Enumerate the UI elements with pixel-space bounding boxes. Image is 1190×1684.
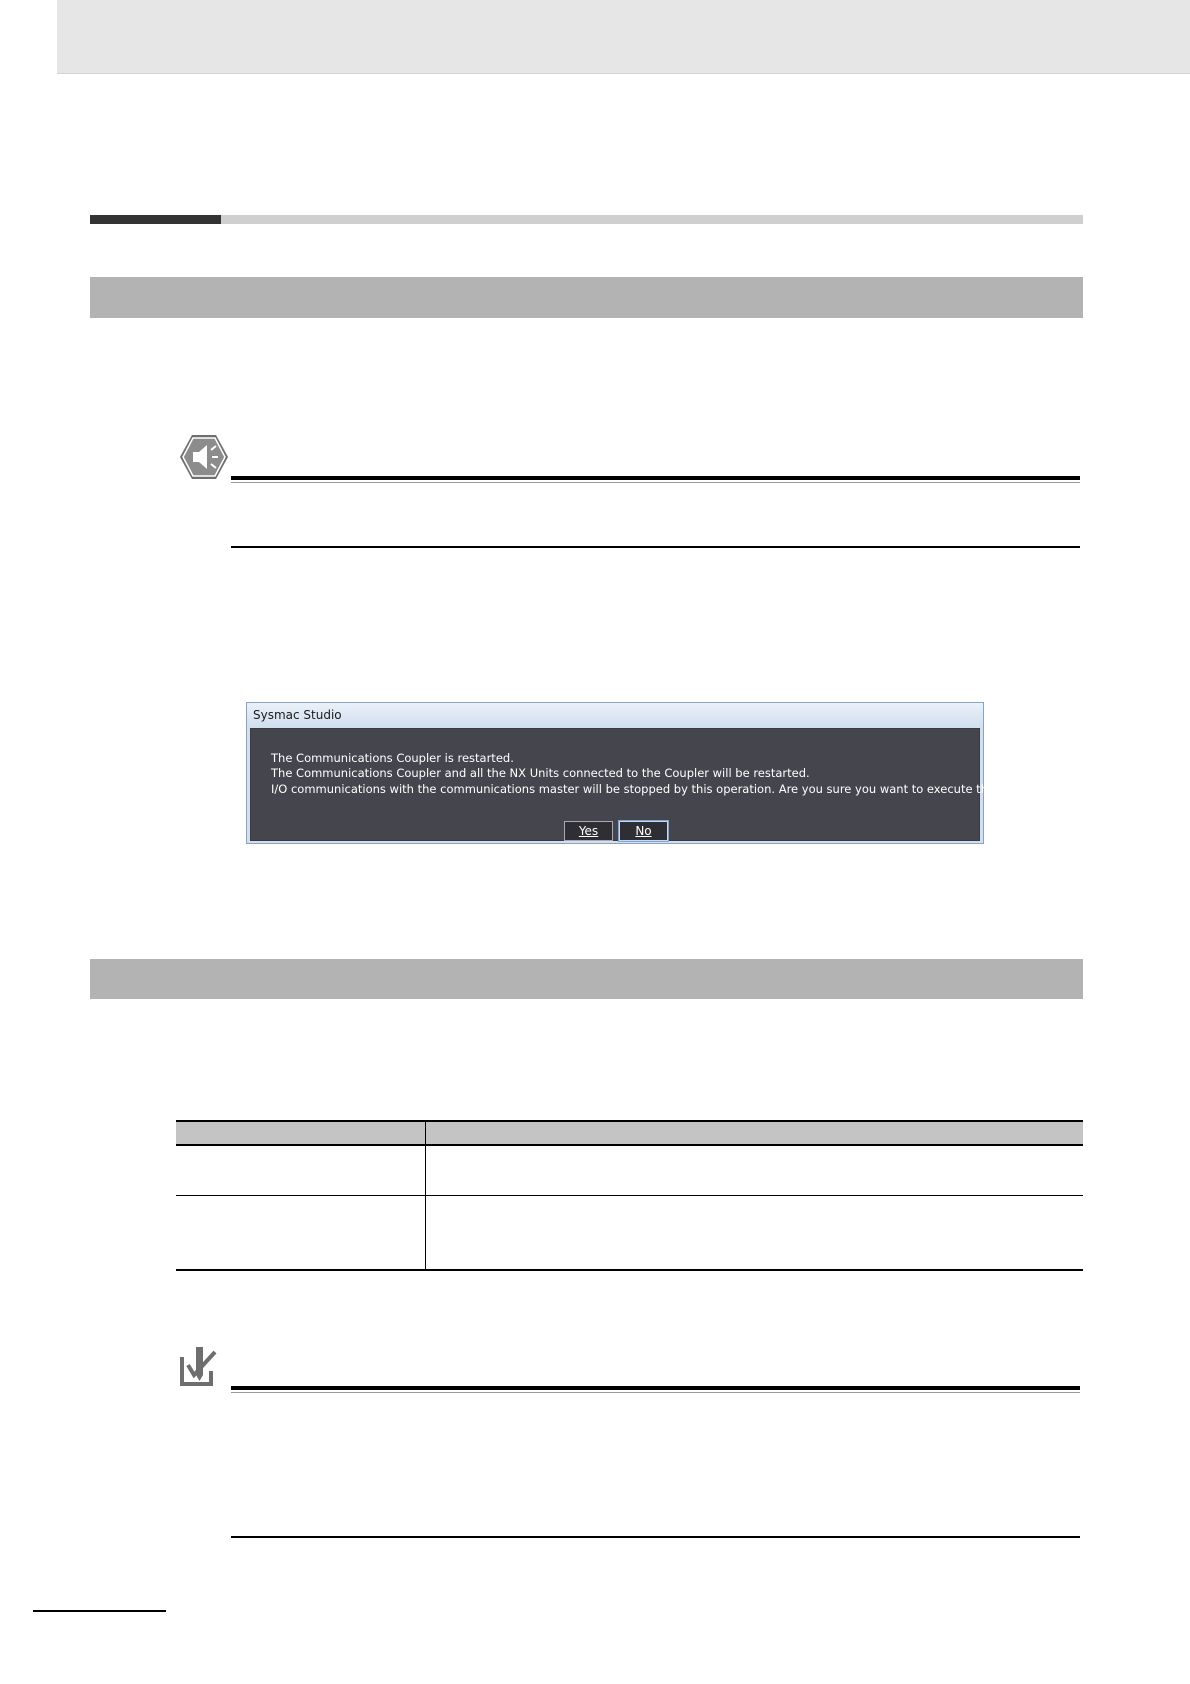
section-heading-rule [90, 215, 1083, 224]
settings-table [176, 1120, 1083, 1271]
table-row-divider [176, 1195, 1083, 1196]
subsection-heading-band [90, 277, 1083, 318]
dialog-message-line: The Communications Coupler and all the NX Units connected to the Coupler will be restarted. [271, 766, 810, 780]
yes-button[interactable]: Yes [564, 821, 613, 841]
dialog-title: Sysmac Studio [247, 703, 983, 727]
pencil-check-icon [179, 1345, 219, 1387]
precautions-correct-use-top-rule [231, 1386, 1080, 1390]
precaution-top-thin-rule [231, 482, 1080, 483]
table-row-divider [176, 1144, 1083, 1146]
dialog-message-line: The Communications Coupler is restarted. [271, 751, 514, 765]
restart-confirmation-dialog [246, 702, 1044, 844]
dialog-message-line: I/O communications with the communications master will be stopped by this operation. Are you sure you want to execute the restart? [271, 782, 1044, 796]
dialog-body [250, 728, 1044, 841]
precaution-top-rule [231, 476, 1080, 480]
page-header-band [57, 0, 1190, 74]
no-button[interactable]: No [619, 821, 668, 841]
precaution-bottom-rule [231, 546, 1080, 548]
table-bottom-rule [176, 1269, 1083, 1271]
precaution-speaker-icon [179, 434, 229, 480]
precautions-correct-use-thin-rule [231, 1392, 1080, 1393]
precautions-correct-use-bottom-rule [231, 1536, 1080, 1538]
subsection-heading-band [90, 959, 1083, 999]
table-header-row [176, 1120, 1083, 1144]
footer-rule [33, 1610, 166, 1612]
